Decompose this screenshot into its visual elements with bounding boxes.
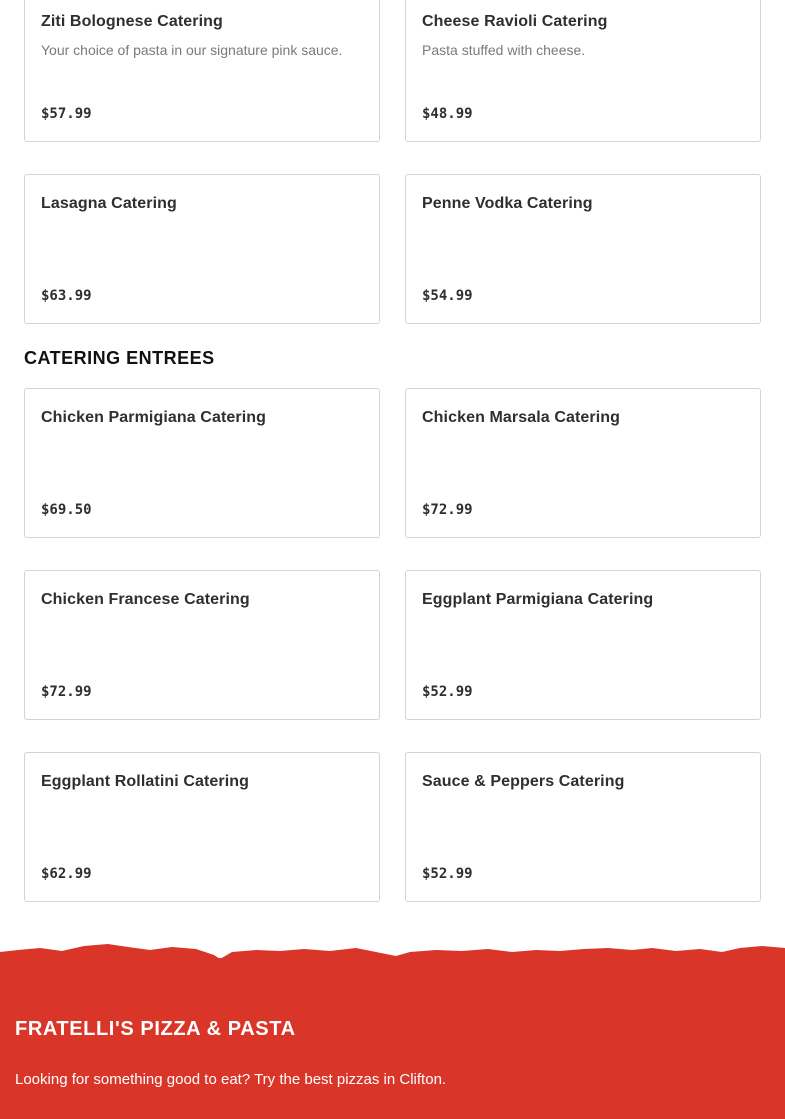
menu-item-price: $57.99 <box>41 106 92 122</box>
menu-item-price: $72.99 <box>41 684 92 700</box>
menu-item-name: Lasagna Catering <box>41 195 177 212</box>
menu-item-name: Penne Vodka Catering <box>422 195 593 212</box>
menu-item-card[interactable] <box>405 388 761 538</box>
menu-item-description: Pasta stuffed with cheese. <box>422 42 586 58</box>
site-footer <box>0 938 785 1119</box>
menu-item-price: $54.99 <box>422 288 473 304</box>
menu-item-name: Chicken Francese Catering <box>41 591 250 608</box>
entrees-items-grid <box>24 388 761 902</box>
menu-item-card[interactable] <box>24 388 380 538</box>
menu-item-description: Your choice of pasta in our signature pink sauce. <box>41 42 343 58</box>
menu-item-price: $52.99 <box>422 684 473 700</box>
menu-item-card[interactable] <box>24 0 380 142</box>
menu-item-price: $72.99 <box>422 502 473 518</box>
footer-brand-name: FRATELLI'S PIZZA & PASTA <box>15 1018 296 1040</box>
section-title-catering-entrees: CATERING ENTREES <box>24 348 215 368</box>
menu-item-price: $52.99 <box>422 866 473 882</box>
menu-item-card[interactable] <box>405 0 761 142</box>
menu-item-name: Eggplant Parmigiana Catering <box>422 591 654 608</box>
menu-item-price: $63.99 <box>41 288 92 304</box>
menu-item-name: Cheese Ravioli Catering <box>422 13 608 30</box>
menu-item-price: $62.99 <box>41 866 92 882</box>
menu-item-card[interactable] <box>405 570 761 720</box>
menu-item-name: Chicken Parmigiana Catering <box>41 409 266 426</box>
menu-item-card[interactable] <box>24 570 380 720</box>
menu-item-name: Chicken Marsala Catering <box>422 409 621 426</box>
menu-item-name: Ziti Bolognese Catering <box>41 13 223 30</box>
menu-item-card[interactable] <box>24 174 380 324</box>
menu-item-card[interactable] <box>24 752 380 902</box>
menu-item-name: Eggplant Rollatini Catering <box>41 773 250 790</box>
menu-item-card[interactable] <box>405 752 761 902</box>
menu-item-card[interactable] <box>405 174 761 324</box>
menu-item-price: $69.50 <box>41 502 92 518</box>
menu-item-price: $48.99 <box>422 106 473 122</box>
menu-item-name: Sauce & Peppers Catering <box>422 773 625 790</box>
pasta-items-grid <box>24 0 761 324</box>
footer-tagline: Looking for something good to eat? Try the best pizzas in Clifton. <box>15 1071 447 1088</box>
